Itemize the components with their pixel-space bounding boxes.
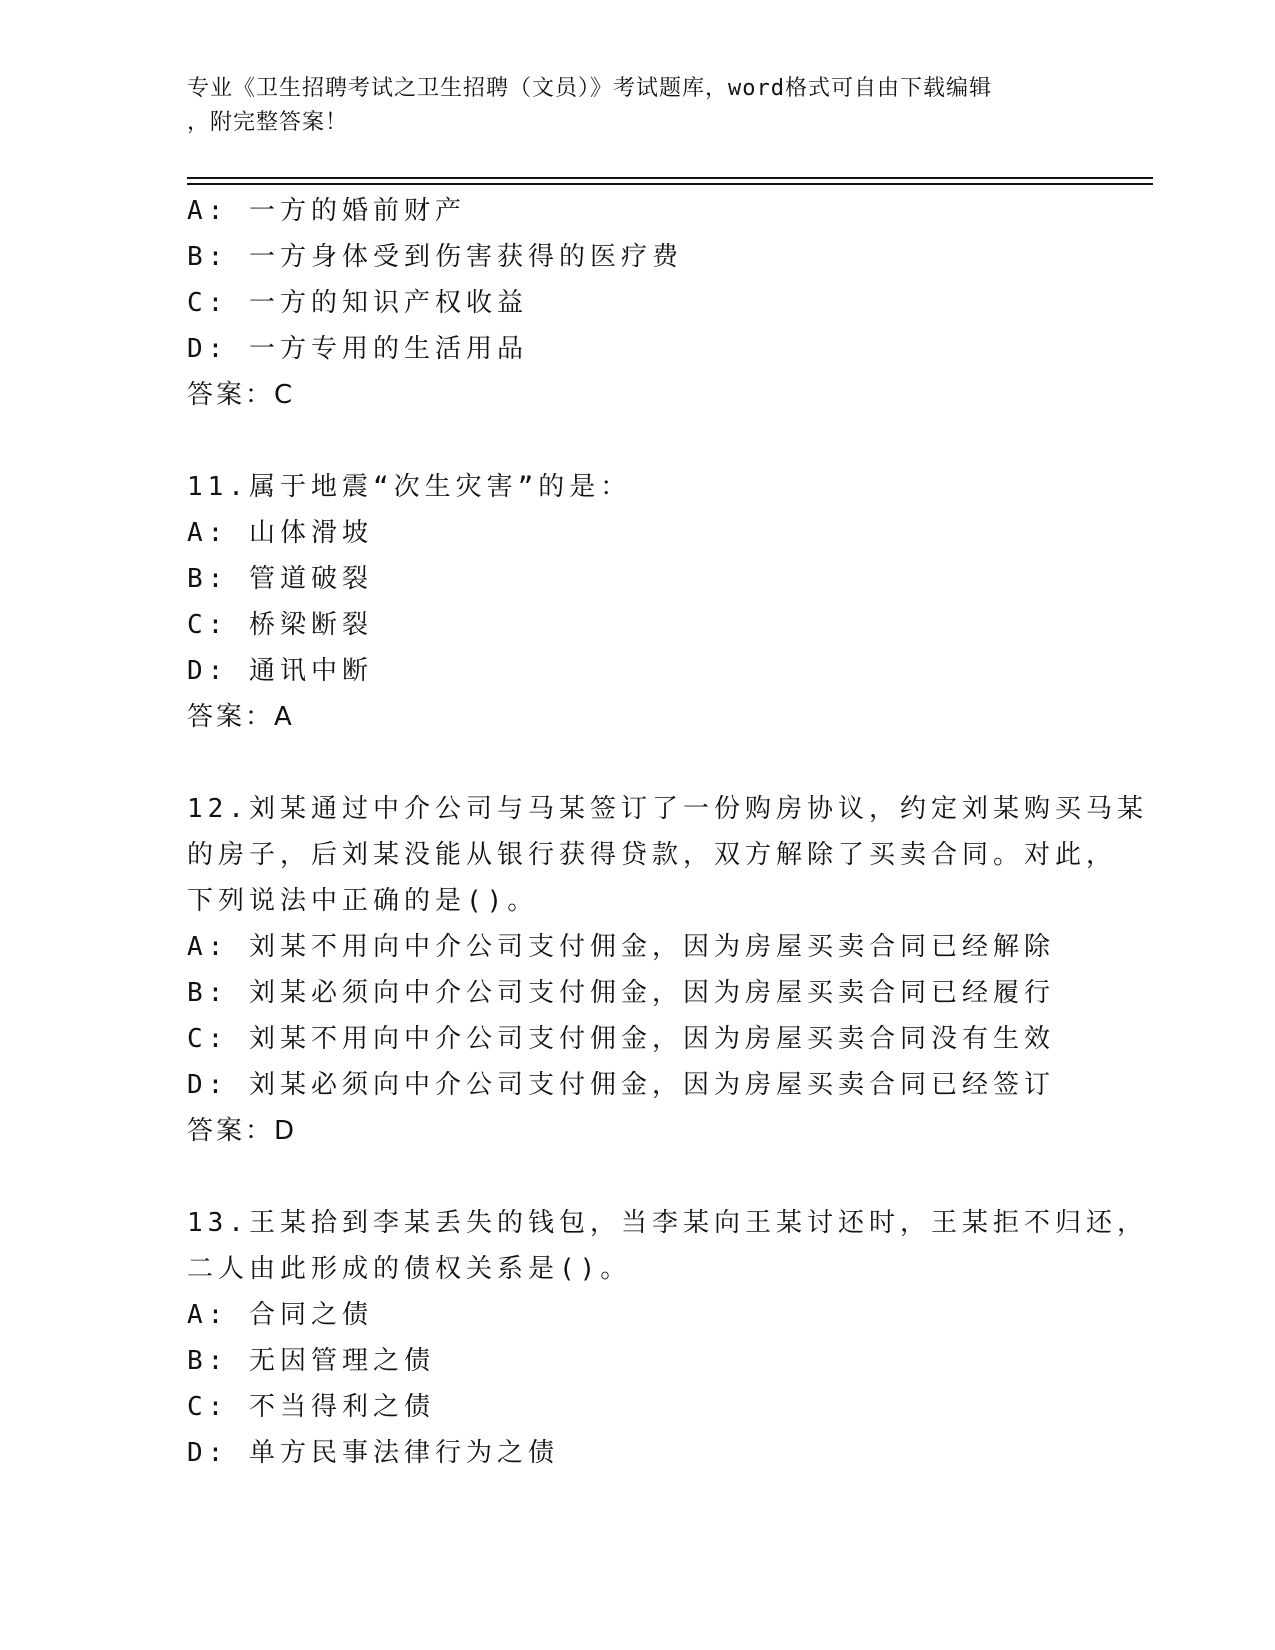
header-line-2: ，附完整答案！	[187, 110, 349, 135]
option-d: D: 刘某必须向中介公司支付佣金，因为房屋买卖合同已经签订	[187, 1070, 1055, 1100]
answer: 答案：C	[187, 380, 296, 410]
option-a: A: 山体滑坡	[187, 518, 373, 548]
option-b: B: 一方身体受到伤害获得的医疗费	[187, 242, 683, 272]
spacer	[187, 1154, 1087, 1200]
answer: 答案：A	[187, 702, 295, 732]
option-a: A: 刘某不用向中介公司支付佣金，因为房屋买卖合同已经解除	[187, 932, 1055, 962]
question-stem-line-1: 12.刘某通过中介公司与马某签订了一份购房协议，约定刘某购买马某	[187, 794, 1148, 824]
option-d: D: 通讯中断	[187, 656, 373, 686]
option-a: A: 合同之债	[187, 1300, 373, 1330]
header-line-1: 专业《卫生招聘考试之卫生招聘（文员）》考试题库，word格式可自由下载编辑	[187, 76, 992, 101]
answer: 答案：D	[187, 1116, 298, 1146]
option-b: B: 管道破裂	[187, 564, 373, 594]
option-b: B: 刘某必须向中介公司支付佣金，因为房屋买卖合同已经履行	[187, 978, 1055, 1008]
option-c: C: 不当得利之债	[187, 1392, 435, 1422]
option-c: C: 一方的知识产权收益	[187, 288, 528, 318]
question-stem-line-3: 下列说法中正确的是()。	[187, 886, 539, 916]
option-b: B: 无因管理之债	[187, 1346, 435, 1376]
spacer	[187, 418, 1087, 464]
document-header	[187, 72, 1067, 140]
question-stem-line-1: 13.王某拾到李某丢失的钱包，当李某向王某讨还时，王某拒不归还，	[187, 1208, 1148, 1238]
question-10	[187, 188, 1087, 418]
question-stem: 11.属于地震“次生灾害”的是：	[187, 472, 632, 502]
question-stem-line-2: 二人由此形成的债权关系是()。	[187, 1254, 632, 1284]
option-d: D: 单方民事法律行为之债	[187, 1438, 559, 1468]
option-c: C: 刘某不用向中介公司支付佣金，因为房屋买卖合同没有生效	[187, 1024, 1055, 1054]
header-rule-top	[187, 177, 1153, 179]
option-a: A: 一方的婚前财产	[187, 196, 466, 226]
option-d: D: 一方专用的生活用品	[187, 334, 528, 364]
question-list	[187, 188, 1148, 1476]
question-13	[187, 1200, 1148, 1476]
header-rule-bottom	[187, 183, 1153, 185]
question-11	[187, 464, 1087, 740]
question-12	[187, 786, 1148, 1154]
option-c: C: 桥梁断裂	[187, 610, 373, 640]
question-stem-line-2: 的房子，后刘某没能从银行获得贷款，双方解除了买卖合同。对此，	[187, 840, 1118, 870]
spacer	[187, 740, 1087, 786]
